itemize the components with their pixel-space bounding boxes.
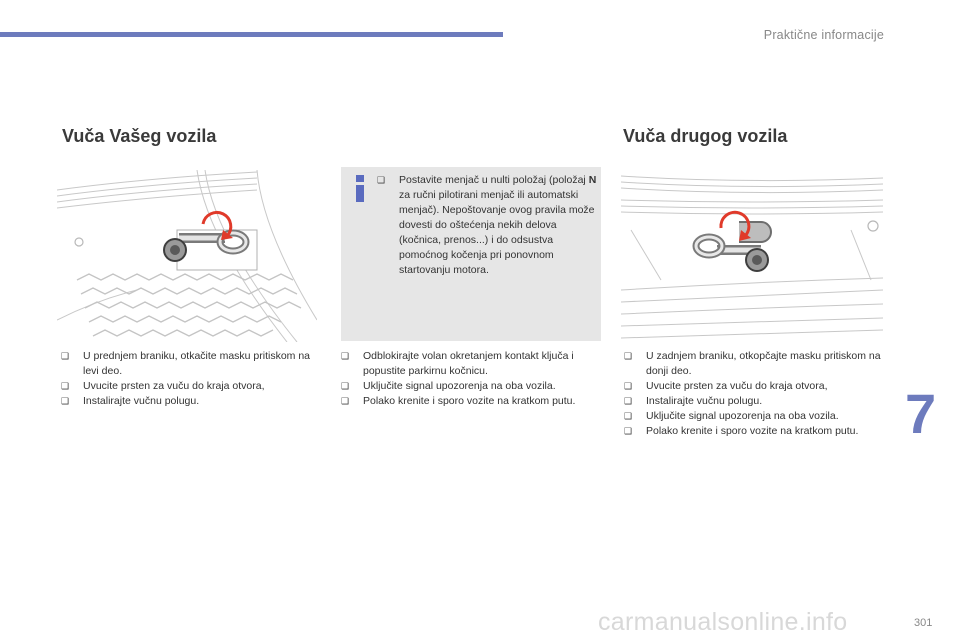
info-box — [341, 167, 601, 341]
info-icon — [353, 175, 367, 203]
chapter-number: 7 — [905, 382, 937, 445]
front-bumper-illustration — [57, 170, 317, 342]
list-item: ❑ Uvucite prsten za vuču do kraja otvora, — [61, 380, 265, 392]
bullet-checkbox-icon: ❑ — [61, 381, 70, 391]
bullet-checkbox-icon: ❑ — [341, 396, 350, 406]
bullet-checkbox-icon: ❑ — [61, 351, 70, 361]
front-bumper-drawing — [57, 170, 317, 342]
bullet-checkbox-icon: ❑ — [624, 396, 633, 406]
right-instructions — [624, 349, 882, 439]
bullet-checkbox-icon: ❑ — [341, 351, 350, 361]
bullet-checkbox-icon: ❑ — [61, 396, 70, 406]
rear-bumper-illustration — [621, 170, 883, 342]
list-item: ❑ U prednjem braniku, otkačite masku pritiskom na levi deo. — [61, 350, 311, 377]
bullet-checkbox-icon: ❑ — [624, 381, 633, 391]
heading-towing-own-vehicle: Vuča Vašeg vozila — [62, 126, 217, 146]
left-instructions — [61, 349, 311, 409]
list-item: ❑ U zadnjem braniku, otkopčajte masku pritiskom na donji deo. — [624, 350, 881, 377]
bullet-checkbox-icon: ❑ — [341, 381, 350, 391]
list-item: ❑ Uključite signal upozorenja na oba vozila. — [341, 380, 556, 392]
towing-eye-icon — [696, 222, 771, 272]
bullet-checkbox-icon: ❑ — [624, 351, 633, 361]
list-item: ❑ Odblokirajte volan okretanjem kontakt ključa i popustite parkirnu kočnicu. — [341, 350, 574, 377]
rear-bumper-drawing — [621, 170, 883, 342]
list-item: ❑ Uvucite prsten za vuču do kraja otvora, — [624, 380, 828, 392]
list-item: ❑ Instalirajte vučnu polugu. — [624, 395, 763, 407]
list-item: ❑ Polako krenite i sporo vozite na kratkom putu. — [624, 425, 859, 437]
bullet-checkbox-icon: ❑ — [624, 411, 633, 421]
list-item: ❑ Postavite menjač u nulti položaj (položaj N za ručni pilotirani menjač ili automatski menjač). Nepoštovanje ovog pravila može dovesti do oštećenja nekih delova (kočnica, prenos...) i do odsustva pomoćnog kočenja pri ponovnom startovanju motora. — [377, 174, 597, 276]
list-item: ❑ Instalirajte vučnu polugu. — [61, 395, 200, 407]
list-item: ❑ Polako krenite i sporo vozite na kratkom putu. — [341, 395, 576, 407]
section-title: Praktične informacije — [763, 28, 884, 42]
bullet-checkbox-icon: ❑ — [624, 426, 633, 436]
header-accent-bar — [0, 32, 503, 37]
watermark: carmanualsonline.info — [598, 608, 848, 636]
info-instructions — [377, 173, 597, 278]
heading-towing-other-vehicle: Vuča drugog vozila — [623, 126, 788, 146]
bullet-checkbox-icon: ❑ — [377, 175, 386, 185]
middle-instructions — [341, 349, 603, 409]
page-number: 301 — [914, 617, 933, 629]
list-item: ❑ Uključite signal upozorenja na oba vozila. — [624, 410, 839, 422]
